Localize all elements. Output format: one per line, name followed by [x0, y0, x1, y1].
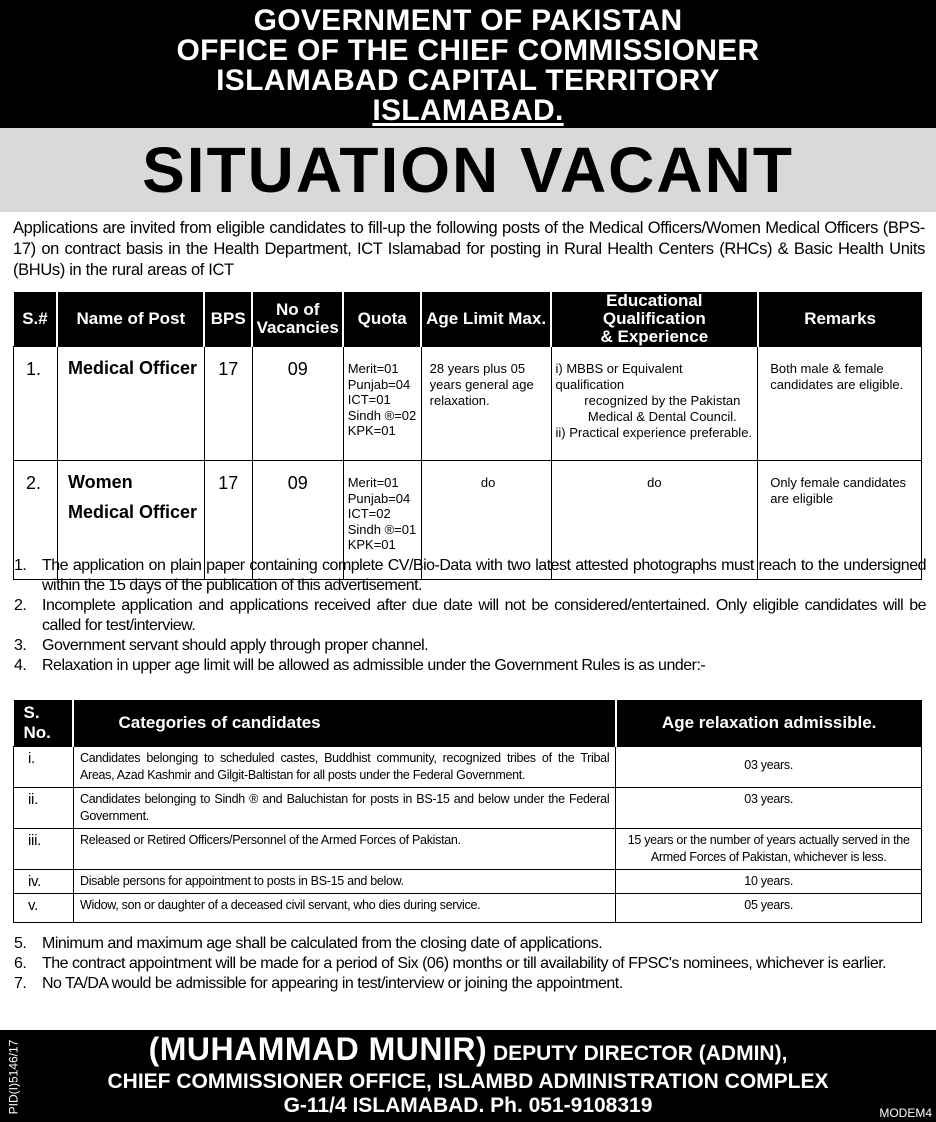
relax-header-row	[14, 700, 922, 747]
row-sno: iv.	[14, 870, 74, 894]
quota-line: KPK=01	[347, 537, 396, 552]
row-sno: 2.	[14, 461, 58, 580]
note-text: The contract appointment will be made for a period of Six (06) months or till availability of FPSC's nominees, whichever is earlier.	[42, 955, 887, 972]
signatory-name: (MUHAMMAD MUNIR)	[148, 1031, 488, 1067]
note-text: The application on plain paper containing complete CV/Bio-Data with two latest attested photographs must reach to the undersigned within the 15 days of the publication of this advertisement.	[42, 557, 926, 594]
footer-office: CHIEF COMMISSIONER OFFICE, ISLAMBD ADMINISTRATION COMPLEX	[107, 1070, 829, 1093]
list-item	[14, 556, 926, 596]
note-number: 3.	[14, 637, 27, 654]
quota-line: KPK=01	[347, 423, 396, 438]
row-sno: ii.	[14, 788, 74, 829]
row-quota	[343, 347, 421, 461]
intro-paragraph: Applications are invited from eligible candidates to fill-up the following posts of the Medical Officers/Women Medical Officers (BPS-17) on contract basis in the Health Department, ICT Islamabad for posting in Rural Health Centers (RHCs) & Basic Health Units (BHUs) in the rural areas of ICT	[13, 219, 925, 279]
row-sno: iii.	[14, 829, 74, 870]
col-quota: Quota	[343, 292, 421, 347]
col-edu-2: & Experience	[600, 327, 709, 346]
list-item	[14, 954, 926, 974]
education-item: ii) Practical experience preferable.	[555, 425, 753, 440]
quota-line: ICT=01	[347, 392, 391, 407]
table-row	[14, 894, 922, 923]
note-text: Relaxation in upper age limit will be allowed as admissible under the Government Rules is as under:-	[42, 657, 706, 674]
row-bps: 17	[204, 347, 252, 461]
footer-address: G-11/4 ISLAMABAD. Ph. 051-9108319	[283, 1094, 653, 1117]
row-relaxation: 05 years.	[616, 894, 922, 923]
posts-header-row	[14, 292, 922, 347]
header-city-wrap	[0, 96, 936, 126]
table-row	[14, 788, 922, 829]
row-vacancies: 09	[252, 347, 343, 461]
col-edu-1: Educational Qualification	[602, 291, 706, 328]
education-item: i) MBBS or Equivalent qualification	[555, 361, 683, 392]
age-relaxation-table	[13, 700, 922, 923]
row-category: Candidates belonging to Sindh ® and Baluchistan for posts in BS-15 and below under the Federal Government.	[73, 788, 615, 829]
col-vacancies	[252, 292, 343, 347]
signatory-designation: DEPUTY DIRECTOR (ADMIN),	[487, 1042, 788, 1065]
quota-line: Punjab=04	[347, 490, 411, 506]
education-item-detail: recognized by the Pakistan Medical & Dental Council.	[584, 393, 741, 424]
col-vacancies-2: Vacancies	[256, 318, 339, 337]
note-text: Minimum and maximum age shall be calculated from the closing date of applications.	[42, 935, 603, 952]
title-banner	[0, 128, 936, 212]
row-sno: v.	[14, 894, 74, 923]
note-text: Incomplete application and applications received after due date will not be considered/entertained. Only eligible candidates will be called for test/interview.	[42, 597, 926, 634]
header-block	[0, 0, 936, 128]
row-relaxation: 03 years.	[616, 788, 922, 829]
row-category: Candidates belonging to scheduled castes, Buddhist community, recognized tribes of the Tribal Areas, Azad Kashmir and Gilgit-Baltistan for all posts under the Federal Government.	[73, 747, 615, 788]
row-education	[551, 347, 758, 461]
list-item	[14, 934, 926, 954]
row-remarks: Both male & female candidates are eligible.	[758, 347, 922, 461]
row-age-limit: 28 years plus 05 years general age relaxation.	[421, 347, 551, 461]
row-relaxation: 03 years.	[616, 747, 922, 788]
row-bps: 17	[204, 461, 252, 580]
col-vacancies-1: No of	[275, 300, 320, 319]
list-item	[14, 596, 926, 636]
table-row	[14, 747, 922, 788]
quota-line: Merit=01	[347, 361, 399, 376]
table-row	[14, 870, 922, 894]
header-territory: ISLAMABAD CAPITAL TERRITORY	[216, 64, 720, 97]
col-name: Name of Post	[57, 292, 204, 347]
note-text: Government servant should apply through proper channel.	[42, 637, 429, 654]
row-age-limit: do	[421, 461, 551, 580]
header-government: GOVERNMENT OF PAKISTAN	[253, 4, 683, 37]
row-education: do	[551, 461, 758, 580]
col-remarks: Remarks	[758, 292, 922, 347]
list-item	[14, 636, 926, 656]
note-number: 2.	[14, 597, 27, 614]
quota-line: Punjab=04	[347, 376, 411, 392]
note-number: 4.	[14, 657, 27, 674]
list-item	[14, 656, 926, 676]
note-number: 7.	[14, 975, 27, 992]
table-row	[14, 347, 922, 461]
col-sno: S.#	[14, 292, 58, 347]
quota-line: ICT=02	[347, 506, 391, 521]
quota-line: Sindh ®=01	[347, 521, 417, 537]
col-category: Categories of candidates	[73, 700, 615, 747]
page-title: SITUATION VACANT	[142, 134, 794, 206]
note-text: No TA/DA would be admissible for appearing in test/interview or joining the appointment.	[42, 975, 623, 992]
col-sno: S. No.	[14, 700, 74, 747]
header-city: ISLAMABAD.	[372, 94, 564, 127]
row-post-name: Medical Officer	[57, 347, 204, 461]
col-bps: BPS	[204, 292, 252, 347]
col-education	[551, 292, 758, 347]
row-category: Released or Retired Officers/Personnel of the Armed Forces of Pakistan.	[73, 829, 615, 870]
col-age: Age Limit Max.	[421, 292, 551, 347]
row-sno: 1.	[14, 347, 58, 461]
note-number: 5.	[14, 935, 27, 952]
row-remarks: Only female candidates are eligible	[758, 461, 922, 580]
footer-block	[0, 1030, 936, 1122]
header-office: OFFICE OF THE CHIEF COMMISSIONER	[176, 34, 760, 67]
row-post-name: Women Medical Officer	[57, 461, 204, 580]
table-row	[14, 829, 922, 870]
notes-list	[14, 934, 926, 994]
quota-line: Sindh ®=02	[347, 407, 417, 423]
col-age-relaxation: Age relaxation admissible.	[616, 700, 922, 747]
row-category: Disable persons for appointment to posts in BS-15 and below.	[73, 870, 615, 894]
row-sno: i.	[14, 747, 74, 788]
row-relaxation: 15 years or the number of years actually served in the Armed Forces of Pakistan, whichever is less.	[616, 829, 922, 870]
note-number: 6.	[14, 955, 27, 972]
notes-list	[14, 556, 926, 676]
row-relaxation: 10 years.	[616, 870, 922, 894]
quota-line: Merit=01	[347, 475, 399, 490]
row-vacancies: 09	[252, 461, 343, 580]
footer-code: MODEM4	[879, 1106, 932, 1120]
signatory-line	[0, 1031, 936, 1069]
row-category: Widow, son or daughter of a deceased civil servant, who dies during service.	[73, 894, 615, 923]
posts-table	[13, 292, 922, 580]
note-number: 1.	[14, 557, 27, 574]
list-item	[14, 974, 926, 994]
pid-number: PID(I)5146/17	[6, 1039, 21, 1115]
